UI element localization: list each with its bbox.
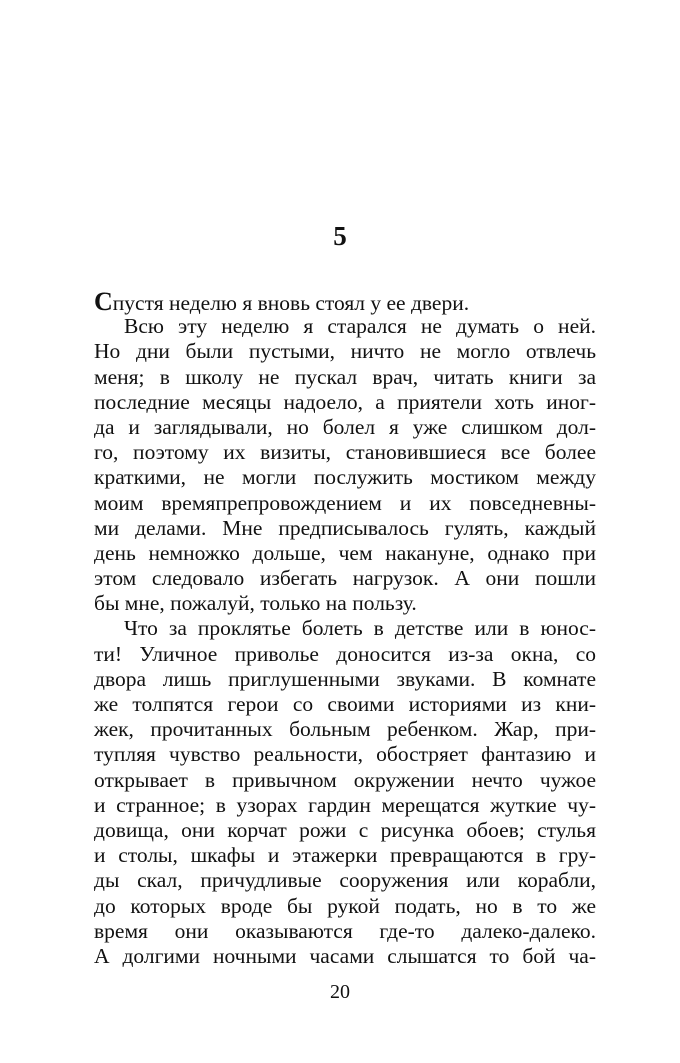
text-line: двора лишь приглушенными звуками. В комнате <box>94 666 596 691</box>
text-line: да и заглядывали, но болел я уже слишком дол- <box>94 414 596 439</box>
text-line: и странное; в узорах гардин мерещатся жуткие чу- <box>94 792 596 817</box>
text-line: меня; в школу не пускал врач, читать книги за <box>94 364 596 389</box>
first-line-text: пустя неделю я вновь стоял у ее двери. <box>112 291 470 315</box>
page-number: 20 <box>330 981 350 1003</box>
text-line: этом следовало избегать нагрузок. А они пошли <box>94 566 596 591</box>
text-line: Что за проклятье болеть в детстве или в юнос- <box>124 616 596 641</box>
text-line: бы мне, пожалуй, только на пользу. <box>94 591 417 616</box>
text-line: же толпятся герои со своими историями из кни- <box>94 692 596 716</box>
text-line: время они оказываются где-то далеко-далеко. <box>94 918 596 943</box>
text-line: открывает в привычном окружении нечто чужое <box>94 767 596 792</box>
text-line: ми делами. Мне предписывалось гулять, каждый <box>94 515 596 540</box>
text-line: довища, они корчат рожи с рисунка обоев; стулья <box>94 817 596 842</box>
text-line: А долгими ночными часами слышатся то бой ча- <box>94 943 596 968</box>
text-line: жек, прочитанных больным ребенком. Жар, при- <box>94 717 596 742</box>
chapter-number: 5 <box>333 221 347 251</box>
text-line: моим времяпрепровождением и их повседневны- <box>94 490 596 515</box>
drop-cap: С <box>94 287 113 316</box>
text-line: Но дни были пустыми, ничто не могло отвлечь <box>94 339 596 364</box>
body-text <box>94 289 596 969</box>
text-line: ти! Уличное приволье доносится из-за окна, со <box>94 641 596 666</box>
text-line-first <box>94 289 596 314</box>
text-line: последние месяцы надоело, а приятели хоть иног- <box>94 389 596 414</box>
text-line: краткими, не могли послужить мостиком между <box>94 465 596 490</box>
text-line: Всю эту неделю я старался не думать о ней. <box>124 314 596 339</box>
text-line: до которых вроде бы рукой подать, но в то же <box>94 893 596 918</box>
text-line: день немножко дольше, чем накануне, однако при <box>94 540 596 565</box>
text-line: го, поэтому их визиты, становившиеся все более <box>94 440 596 465</box>
text-line: тупляя чувство реальности, обостряет фантазию и <box>94 742 596 767</box>
text-line: и столы, шкафы и этажерки превращаются в гру- <box>94 843 596 868</box>
text-line: ды скал, причудливые сооружения или корабли, <box>94 868 596 893</box>
